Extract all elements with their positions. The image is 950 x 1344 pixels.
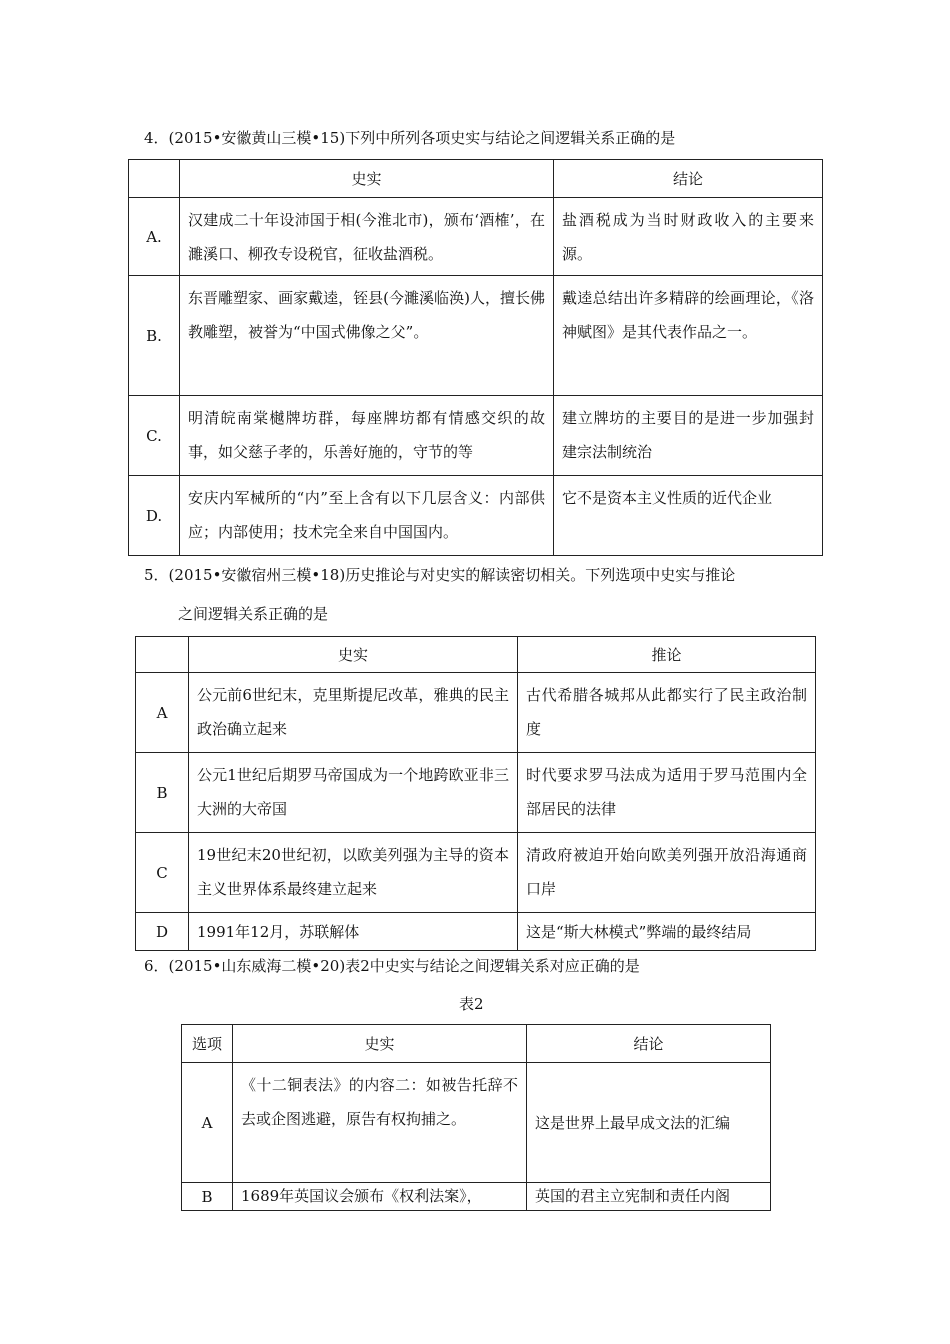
option-label: B xyxy=(182,1183,233,1211)
question-5-stem-line2: 之间逻辑关系正确的是 xyxy=(178,605,329,623)
table-caption: 表2 xyxy=(459,995,484,1013)
question-6-stem: 6．(2015•山东威海二模•20)表2中史实与结论之间逻辑关系对应正确的是 xyxy=(144,957,640,975)
header-fact: 史实 xyxy=(180,160,554,198)
option-label: C. xyxy=(129,396,180,476)
fact-cell: 东晋雕塑家、画家戴逵，铚县(今濉溪临涣)人，擅长佛教雕塑，被誉为“中国式佛像之父”。 xyxy=(180,276,554,396)
option-label: D. xyxy=(129,476,180,556)
question-5-stem-line1: 5．(2015•安徽宿州三模•18)历史推论与对史实的解读密切相关。下列选项中史实与推论 xyxy=(144,566,736,584)
conclusion-cell: 英国的君主立宪制和责任内阁 xyxy=(527,1183,771,1211)
header-conclusion: 结论 xyxy=(554,160,823,198)
header-fact: 史实 xyxy=(189,637,518,673)
option-label: A xyxy=(182,1063,233,1183)
conclusion-cell: 它不是资本主义性质的近代企业 xyxy=(554,476,823,556)
option-label: A. xyxy=(129,198,180,276)
inference-cell: 这是“斯大林模式”弊端的最终结局 xyxy=(518,913,816,951)
option-label: D xyxy=(136,913,189,951)
header-fact: 史实 xyxy=(233,1025,527,1063)
fact-cell: 1991年12月，苏联解体 xyxy=(189,913,518,951)
header-inference: 推论 xyxy=(518,637,816,673)
conclusion-cell: 这是世界上最早成文法的汇编 xyxy=(527,1063,771,1183)
conclusion-cell: 戴逵总结出许多精辟的绘画理论，《洛神赋图》是其代表作品之一。 xyxy=(554,276,823,396)
fact-cell: 公元1世纪后期罗马帝国成为一个地跨欧亚非三大洲的大帝国 xyxy=(189,753,518,833)
conclusion-cell: 盐酒税成为当时财政收入的主要来源。 xyxy=(554,198,823,276)
fact-cell: 明清皖南棠樾牌坊群，每座牌坊都有情感交织的故事，如父慈子孝的，乐善好施的，守节的等 xyxy=(180,396,554,476)
inference-cell: 时代要求罗马法成为适用于罗马范围内全部居民的法律 xyxy=(518,753,816,833)
fact-cell: 《十二铜表法》的内容二：如被告托辞不去或企图逃避，原告有权拘捕之。 xyxy=(233,1063,527,1183)
header-conclusion: 结论 xyxy=(527,1025,771,1063)
fact-cell: 19世纪末20世纪初，以欧美列强为主导的资本主义世界体系最终建立起来 xyxy=(189,833,518,913)
option-label: A xyxy=(136,673,189,753)
fact-cell: 安庆内军械所的“内”至上含有以下几层含义：内部供应；内部使用；技术完全来自中国国内。 xyxy=(180,476,554,556)
header-blank xyxy=(129,160,180,198)
header-blank xyxy=(136,637,189,673)
question-4-table xyxy=(128,159,823,556)
fact-cell: 公元前6世纪末，克里斯提尼改革，雅典的民主政治确立起来 xyxy=(189,673,518,753)
conclusion-cell: 建立牌坊的主要目的是进一步加强封建宗法制统治 xyxy=(554,396,823,476)
fact-cell: 1689年英国议会颁布《权利法案》， xyxy=(233,1183,527,1211)
option-label: B xyxy=(136,753,189,833)
question-4-stem: 4．(2015•安徽黄山三模•15)下列中所列各项史实与结论之间逻辑关系正确的是 xyxy=(144,129,676,147)
header-option: 选项 xyxy=(182,1025,233,1063)
inference-cell: 清政府被迫开始向欧美列强开放沿海通商口岸 xyxy=(518,833,816,913)
option-label: C xyxy=(136,833,189,913)
option-label: B. xyxy=(129,276,180,396)
question-5-table xyxy=(135,636,816,951)
inference-cell: 古代希腊各城邦从此都实行了民主政治制度 xyxy=(518,673,816,753)
question-6-table xyxy=(181,1024,771,1211)
fact-cell: 汉建成二十年设沛国于相(今淮北市)，颁布‘酒榷’，在濉溪口、柳孜专设税官，征收盐酒税。 xyxy=(180,198,554,276)
